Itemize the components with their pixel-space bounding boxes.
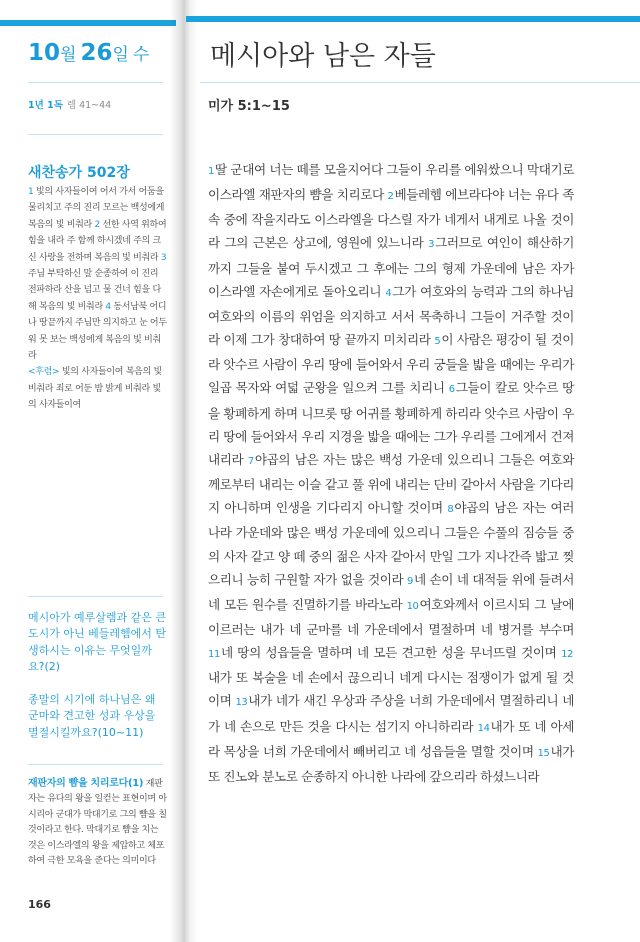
verse-text: 그들이 칼로 앗수르 땅을 황폐하게 하며 니므롯 땅 어귀를 황폐하게 하리라 앗수르 사람이 우리 땅에 들어와서 우리 지경을 밟을 때에는 그가 우리를 그에게서 건져내리라 xyxy=(208,380,574,467)
verse-number: 6 xyxy=(448,384,455,396)
verse-number: 13 xyxy=(235,697,248,709)
date-weekday: 수 xyxy=(132,45,150,65)
verse-number: 9 xyxy=(407,575,414,587)
verse-text: 그가 여호와의 능력과 그의 하나님 여호와의 이름의 위엄을 의지하고 서서 목축하니 그들이 거주할 것이라 이제 그가 창대하여 땅 끝까지 미치리라 xyxy=(208,283,574,348)
sidebar-top-bar xyxy=(0,20,176,26)
hymn-verse-text: 동서남북 어디나 땅끝까지 주님만 의지하고 눈 어두워 못 보는 백성에게 복음의 빛 비춰라 xyxy=(28,301,167,362)
hymn-refrain-text: 빛의 사자들이여 복음의 빛 비춰라 죄로 어둔 밤 밝게 비춰라 빛의 사자들이여 xyxy=(28,367,162,411)
page-title: 메시아와 남은 자들 xyxy=(210,41,436,72)
verse-number: 3 xyxy=(428,239,435,251)
verse-number: 7 xyxy=(247,455,254,467)
verse-text: 내가 또 진노와 분노로 순종하지 아니한 나라에 갚으리라 하셨느니라 xyxy=(208,743,574,784)
verse-number: 10 xyxy=(406,600,419,612)
verse-text: 네 땅의 성읍들을 멸하며 네 모든 견고한 성을 무너뜨릴 것이며 xyxy=(220,645,557,661)
date-day-unit: 일 xyxy=(112,45,129,65)
scripture-text xyxy=(208,158,574,788)
page-gutter-shadow xyxy=(170,0,198,942)
hymn-verse-number: 3 xyxy=(160,252,167,263)
date-day: 26 xyxy=(80,40,113,66)
verse-text: 여호와께서 이르시되 그 날에 이르러는 내가 네 군마를 네 가운데에서 멸절하며 네 병거를 부수며 xyxy=(208,596,574,637)
hymn-verse-number: 1 xyxy=(28,187,34,197)
sidebar-divider xyxy=(28,596,163,597)
title-divider xyxy=(200,82,640,83)
verse-number: 14 xyxy=(477,722,490,734)
reading-label: 1년 1독 xyxy=(28,100,63,111)
verse-number: 8 xyxy=(447,504,454,516)
note-text: 재판자는 유다의 왕을 일컫는 표현이며 아시리아 군대가 막대기로 그의 뺨을 칠 것이라고 한다. 막대기로 뺨을 치는 것은 이스라엘의 왕을 제압하고 체포하여 극한 모욕을 준다는 의미이다 xyxy=(28,779,167,867)
verse-number: 15 xyxy=(537,747,550,759)
note-term: 재판자의 뺨을 치리로다(1) xyxy=(28,778,144,789)
commentary-note xyxy=(28,776,168,869)
annual-reading xyxy=(28,97,111,111)
hymn-verse-text: 주님 부탁하신 말 순종하여 이 진리 전파하라 산을 넘고 물 건너 힘을 다해 복음의 빛 비춰라 xyxy=(28,269,161,312)
hymn-refrain-label: <후렴> xyxy=(28,367,60,378)
verse-text: 이 사람은 평강이 될 것이라 앗수르 사람이 우리 땅에 들어와서 우리 궁들을 밟을 때에는 우리가 일곱 목자와 여덟 군왕을 일으켜 그를 치리니 xyxy=(208,332,575,396)
verse-text: 딸 군대여 너는 떼를 모을지어다 그들이 우리를 에워쌌으니 막대기로 이스라엘 재판자의 뺨을 치리로다 xyxy=(208,162,574,203)
reflection-question: 메시아가 예루살렘과 같은 큰 도시가 아닌 베들레헴에서 탄생하시는 이유는 무엇일까요?(2) xyxy=(28,611,167,674)
hymn-verse-text: 선한 사역 위하여 힘을 내라 주 함께 하시겠네 주의 크신 사랑을 전하며 복음의 빛 비춰라 xyxy=(28,219,167,263)
date-month: 10 xyxy=(28,40,61,66)
sidebar-divider xyxy=(28,764,163,765)
sidebar-divider xyxy=(28,82,163,83)
hymn-lyrics xyxy=(28,184,168,414)
passage-reference: 미가 5:1~15 xyxy=(208,99,290,114)
verse-text: 베들레헴 에브라다야 너는 유다 족속 중에 작을지라도 이스라엘을 다스릴 자가 네게서 내게로 나올 것이라 그의 근본은 상고에, 영원에 있느니라 xyxy=(208,187,574,251)
verse-number: 11 xyxy=(208,649,220,661)
verse-text: 네 손이 네 대적들 위에 들려서 네 모든 원수를 진멸하기를 바라노라 xyxy=(208,571,574,612)
verse-text: 내가 또 네 아세라 목상을 너희 가운데에서 빼버리고 네 성읍들을 멸할 것이며 xyxy=(208,718,574,759)
verse-text: 내가 네가 새긴 우상과 주상을 너희 가운데에서 멸절하리니 네가 네 손으로 만든 것을 다시는 섬기지 아니하리라 xyxy=(208,693,574,734)
hymn-verse-text: 빛의 사자들이여 어서 가서 어둠을 물리치고 주의 진리 모르는 백성에게 복음의 빛 비춰라 xyxy=(28,187,165,230)
hymn-verse-number: 2 xyxy=(94,219,100,230)
verse-text: 야곱의 남은 자는 많은 백성 가운데 있으리니 그들은 여호와께로부터 내리는 이슬 같고 풀 위에 내리는 단비 같아서 사람을 기다리지 아니하며 인생을 기다리지 아니할 것이며 xyxy=(208,451,575,516)
verse-text: 야곱의 남은 자는 여러 나라 가운데와 많은 백성 가운데에 있으리니 그들은 수풀의 짐승들 중의 사자 같고 양 떼 중의 젊은 사자 같아서 만일 그가 지나간즉 밟고 찢으리니 능히 구원할 자가 없을 것이라 xyxy=(208,500,575,587)
reading-ref: 렘 41~44 xyxy=(66,100,112,111)
hymn-title: 새찬송가 502장 xyxy=(28,165,130,181)
verse-number: 2 xyxy=(387,191,394,203)
date-month-unit: 월 xyxy=(60,45,77,65)
verse-text: 그러므로 여인이 해산하기까지 그들을 붙여 두시겠고 그 후에는 그의 형제 가운데에 남은 자가 이스라엘 자손에게로 돌아오리니 xyxy=(208,235,574,299)
verse-text: 내가 또 복술을 네 손에서 끊으리니 네게 다시는 점쟁이가 없게 될 것이며 xyxy=(208,670,574,709)
sidebar xyxy=(0,0,176,942)
page-number: 166 xyxy=(28,898,51,911)
verse-number: 5 xyxy=(434,336,441,348)
main-top-bar xyxy=(186,16,640,22)
hymn-verse-number: 4 xyxy=(105,301,111,312)
reflection-question: 종말의 시기에 하나님은 왜 군마와 견고한 성과 우상을 멸절시킬까요?(10~11) xyxy=(28,693,156,739)
verse-number: 1 xyxy=(208,166,214,177)
verse-number: 4 xyxy=(385,287,392,299)
verse-number: 12 xyxy=(561,649,573,661)
date-heading xyxy=(28,40,149,66)
sidebar-divider xyxy=(28,134,163,135)
